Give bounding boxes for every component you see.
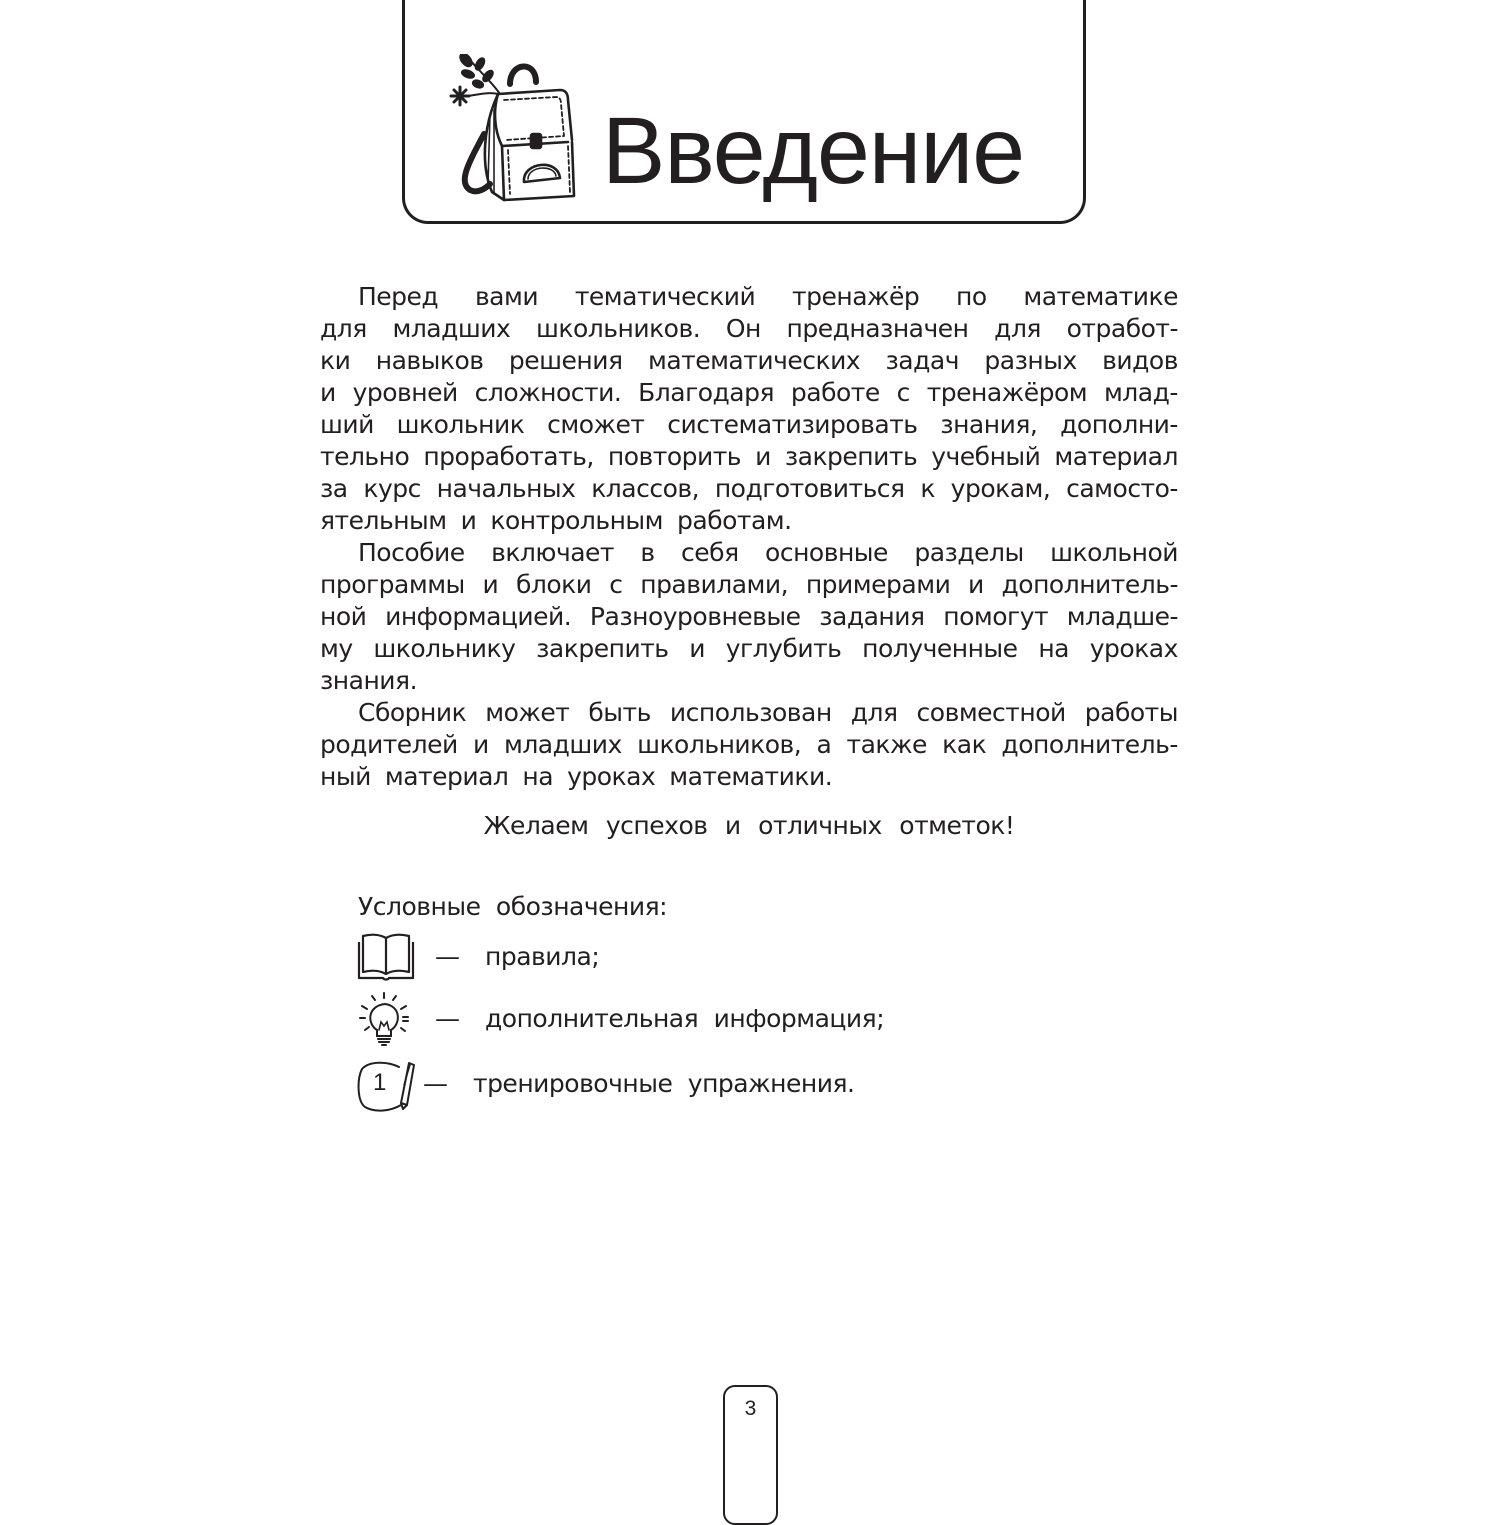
lightbulb-icon (357, 990, 415, 1046)
word: школьников, (637, 730, 802, 759)
word: в (640, 538, 655, 567)
text-line (320, 281, 1178, 313)
word: использован (669, 698, 832, 727)
page-number-tab (723, 1385, 778, 1525)
word: как (942, 730, 987, 759)
wish-line: Желаем успехов и отличных отметок! (483, 811, 1015, 840)
word: информацией. (385, 602, 572, 631)
word: к (920, 474, 935, 503)
word: курс (363, 474, 421, 503)
word: вами (474, 282, 539, 311)
word: контрольным (490, 506, 664, 535)
text-line (320, 633, 1178, 665)
word: самосто- (1066, 474, 1178, 503)
word: по (956, 282, 987, 311)
legend-label: правила; (485, 941, 600, 971)
text-line (320, 729, 1178, 761)
word: учебный (931, 442, 1041, 471)
word: родителей (320, 730, 458, 759)
numbered-exercise-pencil-icon (357, 1055, 415, 1111)
word: Перед (358, 282, 439, 311)
word: му (320, 634, 353, 663)
word: дополни- (1060, 410, 1178, 439)
word: разделы (914, 538, 1024, 567)
exercise-number: 1 (373, 1069, 387, 1096)
word: математике (1023, 282, 1178, 311)
legend-item-exercises (357, 1055, 854, 1111)
word: младших (392, 314, 511, 343)
word: уроках (567, 762, 656, 791)
text-line (320, 345, 1178, 377)
text-line (320, 697, 1178, 729)
text-line (320, 377, 1178, 409)
word: включает (491, 538, 614, 567)
word: повторить (607, 442, 742, 471)
word: Он (725, 314, 761, 343)
word: предназначен (786, 314, 969, 343)
word: для (994, 314, 1041, 343)
word: ной (320, 602, 367, 631)
text-line (320, 569, 1178, 601)
word: на (522, 762, 554, 791)
word: и (689, 634, 705, 663)
word: углубить (725, 634, 842, 663)
word: сможет (547, 410, 645, 439)
word: разных (984, 346, 1077, 375)
word: материал (1054, 442, 1178, 471)
word: и (460, 506, 477, 535)
text-line (320, 601, 1178, 633)
word: себя (681, 538, 739, 567)
word: также (846, 730, 927, 759)
word: за (320, 474, 348, 503)
word: знания. (320, 666, 418, 695)
text-line (320, 505, 1178, 537)
word: задания (819, 602, 925, 631)
word: классов, (591, 474, 700, 503)
word: блоки (515, 570, 592, 599)
word: быть (588, 698, 651, 727)
word: и (472, 730, 489, 759)
word: задач (885, 346, 959, 375)
word: подготовиться (714, 474, 905, 503)
word: видов (1102, 346, 1178, 375)
word: для (850, 698, 898, 727)
legend-item-rules (357, 928, 599, 984)
word: а (816, 730, 832, 759)
word: и (968, 570, 984, 599)
word: отработ- (1066, 314, 1178, 343)
text-line (320, 537, 1178, 569)
word: уроках (1089, 634, 1178, 663)
word: тренажёром (926, 378, 1088, 407)
word: совместной (916, 698, 1066, 727)
word: дополнитель- (1001, 730, 1178, 759)
word: ки (320, 346, 351, 375)
legend-dash: — (435, 941, 460, 971)
word: работе (790, 378, 880, 407)
word: с (609, 570, 623, 599)
word: математических (647, 346, 861, 375)
text-line (320, 409, 1178, 441)
word: для (320, 314, 367, 343)
word: и (320, 378, 336, 407)
word: решения (508, 346, 623, 375)
word: проработать, (423, 442, 594, 471)
word: ший (320, 410, 374, 439)
word: и (482, 570, 499, 599)
word: с (896, 378, 910, 407)
word: начальных (436, 474, 576, 503)
legend-dash: — (423, 1068, 448, 1098)
word: навыков (375, 346, 484, 375)
word: тельно (320, 442, 410, 471)
word: младше- (1066, 602, 1178, 631)
word: полученные (862, 634, 1018, 663)
word: тренажёр (792, 282, 920, 311)
legend-item-extra-info (357, 990, 884, 1046)
word: младших (503, 730, 622, 759)
word: материал (384, 762, 509, 791)
word: Благодаря (638, 378, 775, 407)
legend-dash: — (435, 1003, 460, 1033)
word: и (755, 442, 771, 471)
word: ный (320, 762, 371, 791)
text-line (320, 441, 1178, 473)
text-line (320, 313, 1178, 345)
word: работы (1084, 698, 1178, 727)
legend-title: Условные обозначения: (358, 892, 668, 921)
word: Пособие (358, 538, 465, 567)
word: сложности. (474, 378, 622, 407)
backpack-with-flower-icon (440, 54, 580, 210)
word: правилами, (640, 570, 789, 599)
text-line (320, 665, 1178, 697)
word: уровней (352, 378, 458, 407)
word: программы (320, 570, 465, 599)
text-line (320, 473, 1178, 505)
word: школьник (396, 410, 525, 439)
legend-label: тренировочные упражнения. (473, 1068, 855, 1098)
open-book-icon (357, 928, 415, 984)
word: закрепить (536, 634, 669, 663)
text-line (320, 761, 1178, 793)
word: ятельным (320, 506, 447, 535)
word: на (1038, 634, 1069, 663)
word: систематизировать (667, 410, 918, 439)
word: примерами (805, 570, 951, 599)
word: школьной (1050, 538, 1178, 567)
word: школьнику (373, 634, 516, 663)
legend-label: дополнительная информация; (485, 1003, 885, 1033)
word: знания, (940, 410, 1038, 439)
word: дополнитель- (1001, 570, 1178, 599)
word: основные (765, 538, 888, 567)
word: помогут (943, 602, 1049, 631)
word: урокам, (950, 474, 1051, 503)
word: тематический (574, 282, 756, 311)
word: математики. (669, 762, 833, 791)
word: школьников. (536, 314, 701, 343)
word: млад- (1103, 378, 1178, 407)
page-title: Введение (602, 98, 1025, 204)
word: Разноуровневые (589, 602, 801, 631)
intro-text (320, 281, 1178, 793)
page-number: 3 (744, 1397, 757, 1420)
word: может (485, 698, 570, 727)
word: закрепить (784, 442, 918, 471)
word: Сборник (358, 698, 467, 727)
word: работам. (677, 506, 792, 535)
